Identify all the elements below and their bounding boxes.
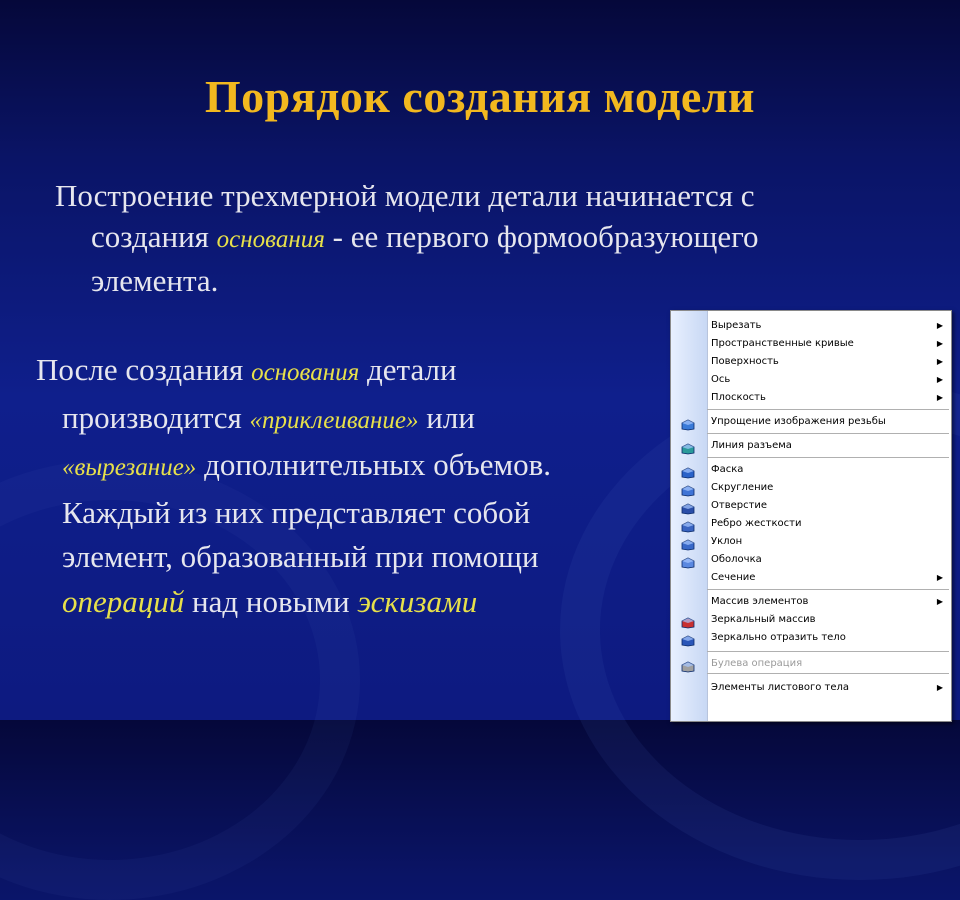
menu-separator xyxy=(707,433,949,434)
boolean-icon xyxy=(681,658,695,670)
ops-line-5: элемент, образованный при помощи xyxy=(62,539,539,574)
chamfer-icon xyxy=(681,464,695,476)
menu-separator xyxy=(707,409,949,410)
menu-item[interactable] xyxy=(707,389,951,407)
hole-icon xyxy=(681,500,695,512)
menu-item[interactable] xyxy=(707,371,951,389)
operations-paragraph xyxy=(36,348,656,624)
ops-line-6 xyxy=(36,580,656,625)
slide-title: Порядок создания модели xyxy=(204,71,756,122)
menu-item[interactable] xyxy=(707,655,951,673)
highlight-term: основания xyxy=(216,226,325,253)
menu-item[interactable] xyxy=(707,515,951,533)
menu-item-label: Оболочка xyxy=(711,554,762,565)
menu-separator xyxy=(707,673,949,674)
menu-item[interactable] xyxy=(707,679,951,697)
menu-separator xyxy=(707,589,949,590)
menu-item[interactable] xyxy=(707,593,951,611)
text-span: производится xyxy=(62,399,250,435)
text-span: создания xyxy=(91,219,217,254)
highlight-term: основания xyxy=(251,359,360,386)
submenu-arrow-icon: ▶ xyxy=(936,573,943,582)
rib-icon xyxy=(681,518,695,530)
text-span: или xyxy=(418,399,475,435)
menu-item-label: Уклон xyxy=(711,536,743,547)
shell-icon xyxy=(681,554,695,566)
intro-line-3: элемента. xyxy=(91,263,219,298)
submenu-arrow-icon: ▶ xyxy=(936,597,943,606)
text-span: над новыми xyxy=(184,583,358,619)
mirror-array-icon xyxy=(681,614,695,626)
menu-item-label: Поверхность xyxy=(711,356,779,367)
highlight-term: эскизами xyxy=(357,583,478,619)
menu-item-label: Ось xyxy=(711,374,731,385)
text-span: - ее первого формообразующего xyxy=(324,219,759,254)
operations-context-menu xyxy=(670,310,952,722)
text-span: детали xyxy=(359,352,457,387)
ops-line-2 xyxy=(36,396,656,444)
intro-line-1: Построение трехмерной модели детали начинается с xyxy=(55,178,755,213)
highlight-term: «вырезание» xyxy=(62,454,197,481)
menu-item-label: Сечение xyxy=(711,572,756,583)
menu-item-label: Упрощение изображения резьбы xyxy=(711,416,886,427)
menu-item[interactable] xyxy=(707,413,951,431)
menu-separator xyxy=(707,457,949,458)
menu-item-label: Фаска xyxy=(711,464,744,475)
submenu-arrow-icon: ▶ xyxy=(936,357,943,366)
ops-line-3 xyxy=(36,443,656,491)
menu-item-label: Зеркально отразить тело xyxy=(711,632,846,643)
ops-line-1 xyxy=(36,348,656,396)
menu-item-label: Отверстие xyxy=(711,500,768,511)
fillet-icon xyxy=(681,482,695,494)
text-span: После создания xyxy=(36,352,252,387)
draft-icon xyxy=(681,536,695,548)
submenu-arrow-icon: ▶ xyxy=(936,683,943,692)
menu-item[interactable] xyxy=(707,533,951,551)
split-line-icon xyxy=(681,440,695,452)
menu-item-label: Линия разъема xyxy=(711,440,792,451)
menu-item[interactable] xyxy=(707,551,951,569)
menu-item[interactable] xyxy=(707,629,951,647)
menu-item[interactable] xyxy=(707,353,951,371)
menu-item-label: Скругление xyxy=(711,482,774,493)
menu-item-label: Зеркальный массив xyxy=(711,614,816,625)
menu-item[interactable] xyxy=(707,317,951,335)
submenu-arrow-icon: ▶ xyxy=(936,321,943,330)
ops-line-4: Каждый из них представляет собой xyxy=(62,494,531,530)
submenu-arrow-icon: ▶ xyxy=(936,339,943,348)
highlight-term: операций xyxy=(62,583,185,619)
menu-item[interactable] xyxy=(707,479,951,497)
highlight-term: «приклеивание» xyxy=(249,406,419,434)
menu-item[interactable] xyxy=(707,569,951,587)
menu-item-label: Вырезать xyxy=(711,320,762,331)
menu-item[interactable] xyxy=(707,497,951,515)
intro-paragraph xyxy=(55,175,915,301)
menu-item-label: Массив элементов xyxy=(711,596,809,607)
submenu-arrow-icon: ▶ xyxy=(936,375,943,384)
menu-item-label: Булева операция xyxy=(711,658,803,669)
mirror-body-icon xyxy=(681,632,695,644)
menu-item-label: Элементы листового тела xyxy=(711,682,850,693)
thread-icon xyxy=(681,416,695,428)
menu-item[interactable] xyxy=(707,611,951,629)
menu-item[interactable] xyxy=(707,335,951,353)
submenu-arrow-icon: ▶ xyxy=(936,393,943,402)
menu-item-label: Плоскость xyxy=(711,392,766,403)
text-span: дополнительных объемов. xyxy=(196,447,552,482)
menu-item[interactable] xyxy=(707,437,951,455)
intro-line-2 xyxy=(55,216,915,260)
menu-separator xyxy=(707,651,949,652)
menu-item[interactable] xyxy=(707,461,951,479)
menu-item-label: Ребро жесткости xyxy=(711,518,802,529)
menu-item-label: Пространственные кривые xyxy=(711,338,854,349)
